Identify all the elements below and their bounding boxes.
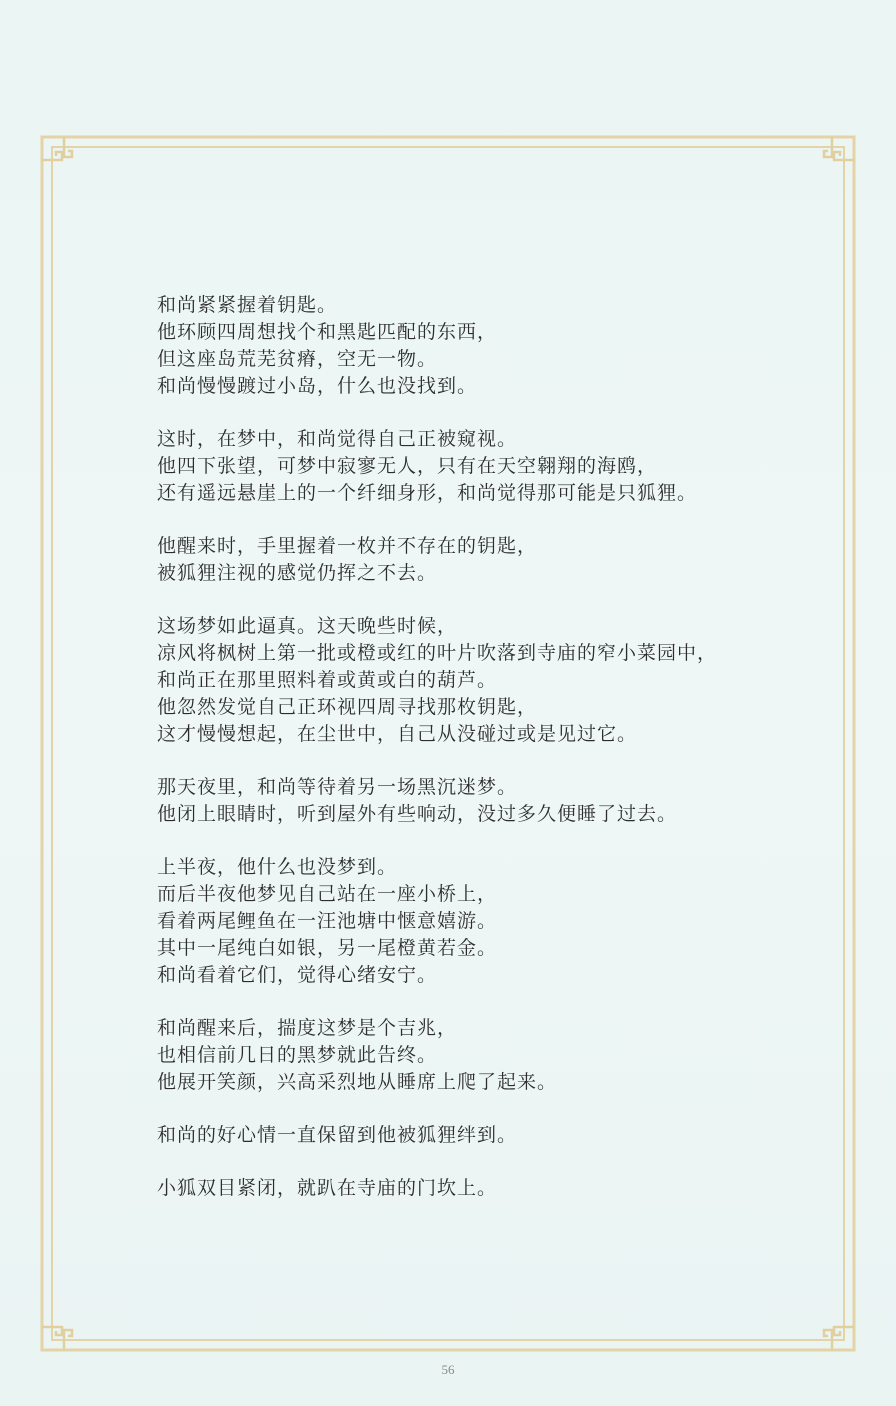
text-line: 也相信前几日的黑梦就此告终。 (157, 1044, 438, 1066)
text-line: 他闭上眼睛时，听到屋外有些响动，没过多久便睡了过去。 (157, 803, 678, 825)
page-number: 56 (441, 1362, 455, 1377)
paragraph (157, 1122, 837, 1149)
text-line: 和尚正在那里照料着或黄或白的葫芦。 (157, 669, 498, 691)
text-line: 这场梦如此逼真。这天晚些时候， (157, 615, 458, 637)
text-line: 这才慢慢想起，在尘世中，自己从没碰过或是见过它。 (157, 723, 638, 745)
paragraph (157, 613, 837, 748)
paragraph (157, 426, 837, 507)
text-line: 看着两尾鲤鱼在一汪池塘中惬意嬉游。 (157, 910, 498, 932)
paragraph (157, 533, 837, 587)
text-line: 其中一尾纯白如银，另一尾橙黄若金。 (157, 937, 498, 959)
text-line: 他四下张望，可梦中寂寥无人，只有在天空翱翔的海鸥， (157, 455, 658, 477)
text-line: 他忽然发觉自己正环视四周寻找那枚钥匙， (157, 696, 538, 718)
text-line: 那天夜里，和尚等待着另一场黑沉迷梦。 (157, 776, 518, 798)
text-line: 和尚看着它们，觉得心绪安宁。 (157, 964, 438, 986)
text-line: 他醒来时，手里握着一枚并不存在的钥匙， (157, 535, 538, 557)
text-line: 被狐狸注视的感觉仍挥之不去。 (157, 562, 438, 584)
paragraph (157, 1175, 837, 1202)
text-line: 和尚紧紧握着钥匙。 (157, 294, 338, 316)
text-line: 他展开笑颜，兴高采烈地从睡席上爬了起来。 (157, 1071, 558, 1093)
text-line: 凉风将枫树上第一批或橙或红的叶片吹落到寺庙的窄小菜园中， (157, 642, 718, 664)
paragraph (157, 292, 837, 400)
text-line: 和尚慢慢踱过小岛，什么也没找到。 (157, 375, 478, 397)
text-line: 小狐双目紧闭，就趴在寺庙的门坎上。 (157, 1177, 498, 1199)
text-line: 他环顾四周想找个和黑匙匹配的东西， (157, 321, 498, 343)
paragraph (157, 774, 837, 828)
paragraph (157, 1015, 837, 1096)
story-text (157, 292, 837, 1228)
text-line: 但这座岛荒芜贫瘠，空无一物。 (157, 348, 438, 370)
text-line: 上半夜，他什么也没梦到。 (157, 856, 398, 878)
text-line: 这时，在梦中，和尚觉得自己正被窥视。 (157, 428, 518, 450)
paragraph (157, 854, 837, 989)
text-line: 和尚的好心情一直保留到他被狐狸绊到。 (157, 1124, 518, 1146)
text-line: 而后半夜他梦见自己站在一座小桥上， (157, 883, 498, 905)
text-line: 和尚醒来后，揣度这梦是个吉兆， (157, 1017, 458, 1039)
text-line: 还有遥远悬崖上的一个纤细身形，和尚觉得那可能是只狐狸。 (157, 482, 698, 504)
